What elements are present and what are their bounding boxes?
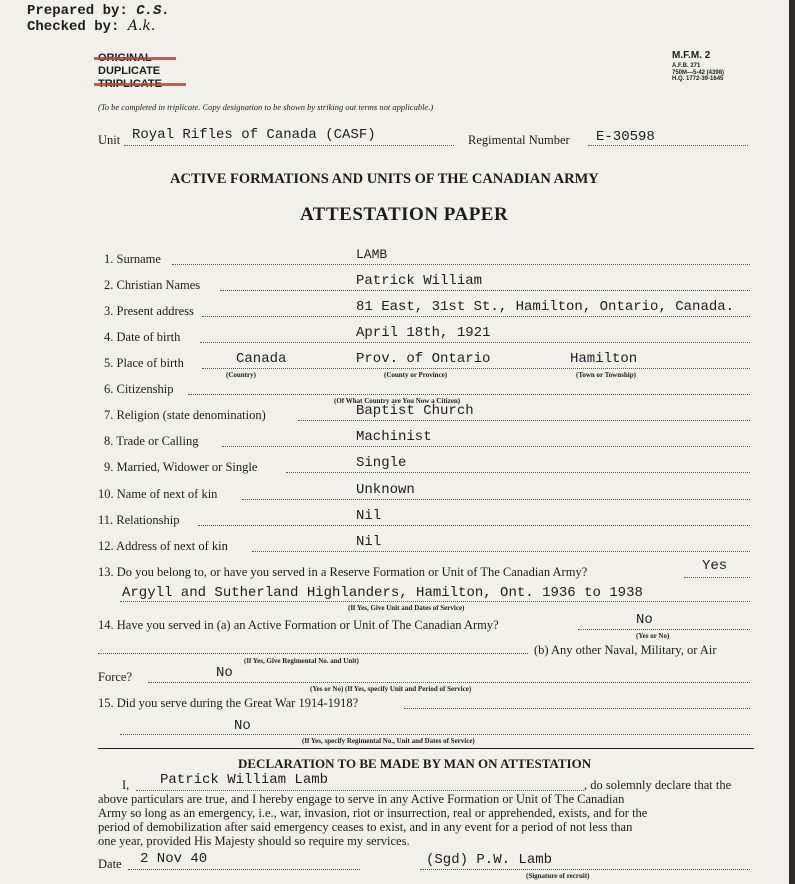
- signature-caption: (Signature of recruit): [526, 872, 590, 880]
- date-label: Date: [98, 857, 122, 871]
- marital-status-value: Single: [356, 455, 407, 471]
- signature-value: (Sgd) P.W. Lamb: [426, 852, 553, 868]
- citizenship-label: 6. Citizenship: [104, 382, 174, 396]
- date-of-birth-value: April 18th, 1921: [356, 325, 491, 341]
- declaration-intro: I,: [122, 778, 130, 792]
- relationship-label: 11. Relationship: [98, 513, 180, 527]
- reserve-service-detail: Argyll and Sutherland Highlanders, Hamilton, Ont. 1936 to 1938: [122, 585, 643, 601]
- declaration-line3: Army so long as an emergency, i.e., war, invasion, riot or insurrection, real or apprehended, exists, and for the: [98, 806, 648, 820]
- next-of-kin-label: 10. Name of next of kin: [98, 487, 218, 501]
- trade-line: [222, 446, 750, 447]
- reserve-service-line: [684, 577, 750, 578]
- reserve-service-label: 13. Do you belong to, or have you served in a Reserve Formation or Unit of The Canadian Army?: [98, 565, 588, 579]
- form-code-line3: H.Q. 1772-39-1645: [672, 76, 724, 82]
- next-of-kin-address-label: 12. Address of next of kin: [98, 539, 228, 553]
- unit-line: [124, 145, 454, 146]
- date-line: [128, 869, 360, 870]
- form-title: ATTESTATION PAPER: [300, 204, 509, 225]
- present-address-label: 3. Present address: [104, 304, 194, 318]
- surname-line: [172, 264, 750, 265]
- trade-label: 8. Trade or Calling: [104, 434, 199, 448]
- prepared-by: [27, 3, 170, 19]
- great-war-line: [404, 708, 750, 709]
- strike-triplicate: [94, 83, 186, 86]
- next-of-kin-value: Unknown: [356, 482, 415, 498]
- date-of-birth-line: [200, 342, 750, 343]
- date-of-birth-label: 4. Date of birth: [104, 330, 181, 344]
- active-service-label: 14. Have you served in (a) an Active Formation or Unit of The Canadian Army?: [98, 618, 499, 632]
- form-code-details: [672, 63, 724, 83]
- trade-value: Machinist: [356, 429, 432, 445]
- declaration-title: DECLARATION TO BE MADE BY MAN ON ATTESTATION: [238, 756, 592, 771]
- declaration-name: Patrick William Lamb: [160, 772, 329, 788]
- surname-label: 1. Surname: [104, 252, 161, 266]
- form-code-title: M.F.M. 2: [672, 50, 711, 61]
- form-code-line1: A.F.B. 271: [672, 63, 701, 69]
- birth-country-caption: (Country): [226, 371, 256, 379]
- regimental-number-value: E-30598: [596, 129, 655, 145]
- checked-by-value: A.k.: [127, 18, 156, 34]
- checked-by: [27, 18, 155, 35]
- active-service-yes-no-caption: (Yes or No): [636, 632, 670, 640]
- citizenship-caption: (Of What Country are You Now a Citizen): [334, 397, 461, 405]
- active-service-regimental-caption: (If Yes, Give Regimental No. and Unit): [244, 657, 359, 665]
- regimental-number-line: [588, 145, 748, 146]
- surname-value: LAMB: [356, 247, 388, 262]
- declaration-divider: [98, 748, 754, 749]
- present-address-value: 81 East, 31st St., Hamilton, Ontario, Canada.: [356, 299, 735, 315]
- birth-town-value: Hamilton: [570, 351, 638, 367]
- prepared-by-value: C.S.: [136, 3, 170, 19]
- force-label: Force?: [98, 670, 133, 684]
- birth-county-caption: (County or Province): [384, 371, 448, 379]
- declaration-line4: period of demobilization after said emergency ceases to exist, and in any event for a period of not less than: [98, 820, 633, 834]
- christian-names-line: [220, 290, 750, 291]
- force-line: [148, 682, 750, 683]
- great-war-label: 15. Did you serve during the Great War 1914-1918?: [98, 696, 359, 710]
- marital-status-line: [286, 472, 750, 473]
- birth-town-caption: (Town or Township): [576, 371, 636, 379]
- christian-names-label: 2. Christian Names: [104, 278, 201, 292]
- place-of-birth-label: 5. Place of birth: [104, 356, 184, 370]
- next-of-kin-address-line: [252, 551, 750, 552]
- next-of-kin-address-value: Nil: [356, 534, 382, 550]
- force-value: No: [216, 665, 233, 681]
- relationship-line: [198, 525, 750, 526]
- form-heading: ACTIVE FORMATIONS AND UNITS OF THE CANADIAN ARMY: [170, 171, 599, 187]
- form-code-line2: 750M—5-42 (4398): [672, 69, 725, 76]
- birth-country-value: Canada: [236, 351, 287, 367]
- next-of-kin-line: [242, 499, 750, 500]
- regimental-number-label: Regimental Number: [468, 133, 570, 147]
- other-service-label: (b) Any other Naval, Military, or Air: [534, 643, 717, 657]
- declaration-line2: above particulars are true, and I hereby engage to serve in any Active Formation or Unit of The Canadian: [98, 792, 625, 806]
- copy-duplicate: DUPLICATE: [98, 65, 161, 77]
- place-of-birth-line: [202, 368, 750, 369]
- relationship-value: Nil: [356, 508, 382, 524]
- force-caption: (Yes or No) (If Yes, specify Unit and Period of Service): [310, 685, 472, 693]
- religion-label: 7. Religion (state denomination): [104, 408, 266, 422]
- unit-label: Unit: [98, 133, 121, 147]
- religion-line: [298, 420, 750, 421]
- great-war-caption: (If Yes, specify Regimental No., Unit and Dates of Service): [302, 737, 475, 745]
- marital-status-label: 9. Married, Widower or Single: [104, 460, 258, 474]
- signature-line: [420, 869, 750, 870]
- citizenship-line: [188, 394, 750, 395]
- reserve-service-caption: (If Yes, Give Unit and Dates of Service): [348, 604, 465, 612]
- great-war-value: No: [234, 718, 251, 734]
- birth-county-value: Prov. of Ontario: [356, 351, 491, 367]
- declaration-name-line: [136, 790, 584, 791]
- instruction: (To be completed in triplicate. Copy designation to be shown by striking out terms not applicable.): [98, 102, 434, 112]
- christian-names-value: Patrick William: [356, 273, 483, 289]
- date-value: 2 Nov 40: [140, 851, 208, 867]
- unit-value: Royal Rifles of Canada (CASF): [132, 127, 376, 143]
- active-service-regimental-line: [98, 653, 528, 654]
- prepared-by-label: Prepared by:: [27, 3, 128, 19]
- reserve-detail-line: [120, 601, 750, 602]
- reserve-service-value: Yes: [702, 558, 728, 574]
- active-service-value: No: [636, 612, 653, 628]
- active-service-line: [578, 629, 750, 630]
- declaration-line5: one year, provided His Majesty should so require my services.: [98, 834, 410, 848]
- religion-value: Baptist Church: [356, 403, 474, 419]
- great-war-detail-line: [120, 734, 750, 735]
- strike-original: [94, 57, 176, 60]
- declaration-line1-tail: , do solemnly declare that the: [584, 778, 732, 792]
- checked-by-label: Checked by:: [27, 19, 120, 35]
- present-address-line: [202, 316, 750, 317]
